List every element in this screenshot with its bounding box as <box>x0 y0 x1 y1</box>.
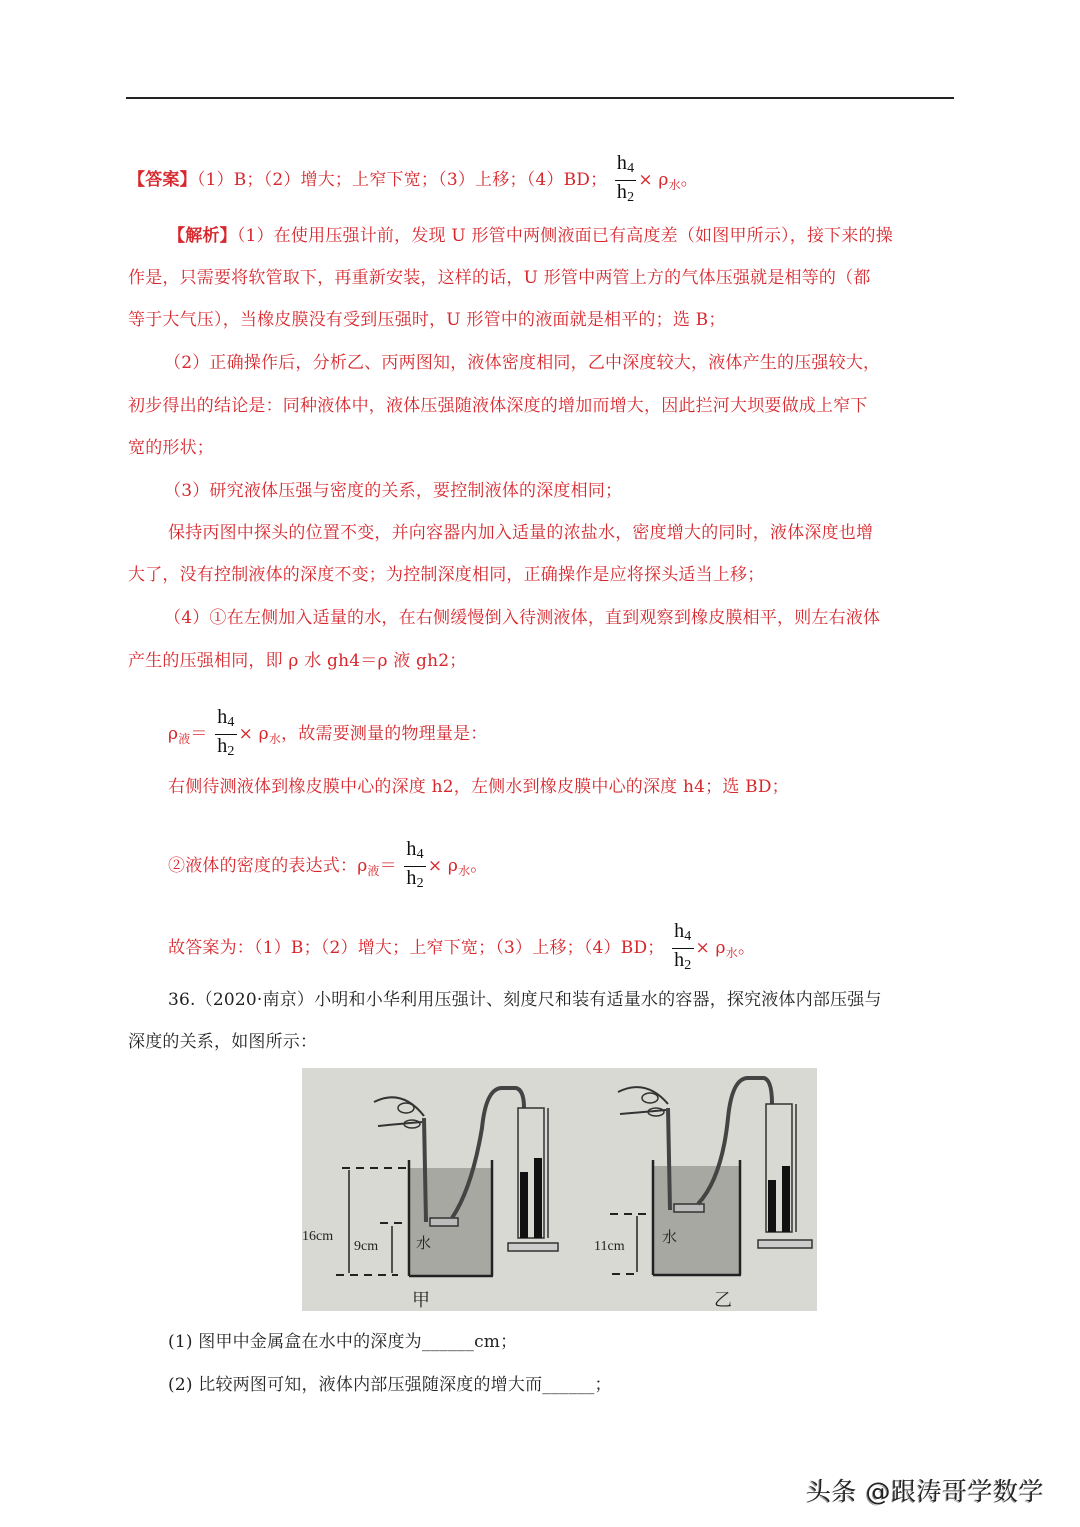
answer-label: 【答案】 <box>128 170 197 190</box>
analysis-line-2: 作是，只需要将软管取下，再重新安装，这样的话，U 形管中两管上方的气体压强就是相等的（都 <box>128 268 871 288</box>
analysis-line-10: （4）①在左侧加入适量的水，在右侧缓慢倒入待测液体，直到观察到橡皮膜相平，则左右液体 <box>164 608 881 628</box>
final-answer-line: 故答案为：（1）B；（2）增大；上窄下宽；（3）上移；（4）BD； $\frac{h_4}{h_2}$ × $\rho_水$。 <box>168 920 755 977</box>
analysis-label: 【解析】 <box>168 226 237 246</box>
svg-text:水: 水 <box>662 1228 678 1246</box>
svg-text:9cm: 9cm <box>354 1239 379 1254</box>
experiment-figure <box>302 1068 817 1311</box>
answer-line: 【答案】（1）B；（2）增大；上窄下宽；（3）上移；（4）BD； $\frac{h_4}{h_2}$ × $\rho_水$。 <box>128 152 698 209</box>
analysis-line-5: 初步得出的结论是：同种液体中，液体压强随液体深度的增加而增大，因此拦河大坝要做成上窄下 <box>128 396 868 416</box>
analysis-line-7: （3）研究液体压强与密度的关系，要控制液体的深度相同； <box>164 481 623 501</box>
analysis-line-4: （2）正确操作后，分析乙、丙两图知，液体密度相同，乙中深度较大，液体产生的压强较大， <box>164 353 881 373</box>
analysis-line-3: 等于大气压），当橡皮膜没有受到压强时，U 形管中的液面就是相平的；选 B； <box>128 310 726 330</box>
question-line-2: 深度的关系，如图所示： <box>128 1032 318 1052</box>
analysis-line-1: 【解析】（1）在使用压强计前，发现 U 形管中两侧液面已有高度差（如图甲所示），接下来的操 <box>168 226 893 246</box>
svg-text:水: 水 <box>416 1234 432 1252</box>
expression-line: ②液体的密度的表达式：$\rho_液=$ $\frac{h_4}{h_2}$ × $\rho_水$。 <box>168 838 487 895</box>
analysis-line-9: 大了，没有控制液体的深度不变；为控制深度相同，正确操作是应将探头适当上移； <box>128 565 765 585</box>
answer-text: （1）B；（2）增大；上窄下宽；（3）上移；（4）BD； <box>196 170 608 190</box>
analysis-line-8: 保持丙图中探头的位置不变，并向容器内加入适量的浓盐水，密度增大的同时，液体深度也增 <box>168 523 874 543</box>
expression-fraction: $\frac{h_4}{h_2}$ <box>406 838 424 891</box>
analysis-line-6: 宽的形状； <box>128 438 214 458</box>
answer-fraction: $\frac{h_4}{h_2}$ <box>616 152 635 205</box>
watermark: 头条 @跟涛哥学数学 <box>806 1477 1044 1506</box>
sub-question-2: (2) 比较两图可知，液体内部压强随深度的增大而______； <box>168 1375 612 1395</box>
density-equation-line: $\rho_液=$ $\frac{h_4}{h_2}$ × $\rho_水$，故需要测量的物理量是： <box>168 706 487 763</box>
header-rule <box>126 97 954 99</box>
svg-text:16cm: 16cm <box>302 1229 334 1244</box>
pressure-gauge-diagram <box>302 1068 817 1311</box>
svg-text:11cm: 11cm <box>594 1239 625 1254</box>
density-fraction: $\frac{h_4}{h_2}$ <box>217 706 235 759</box>
question-line-1: 36.（2020·南京）小明和小华利用压强计、刻度尺和装有适量水的容器，探究液体内部压强与 <box>168 990 882 1010</box>
final-fraction: $\frac{h_4}{h_2}$ <box>674 920 692 973</box>
svg-text:乙: 乙 <box>714 1290 732 1311</box>
analysis-line-11: 产生的压强相同，即 ρ 水 gh4＝ρ 液 gh2； <box>128 651 467 671</box>
sub-question-1: (1) 图甲中金属盒在水中的深度为______cm； <box>168 1332 518 1352</box>
svg-text:甲: 甲 <box>412 1290 430 1311</box>
measure-line: 右侧待测液体到橡皮膜中心的深度 h2，左侧水到橡皮膜中心的深度 h4；选 BD； <box>168 777 789 797</box>
